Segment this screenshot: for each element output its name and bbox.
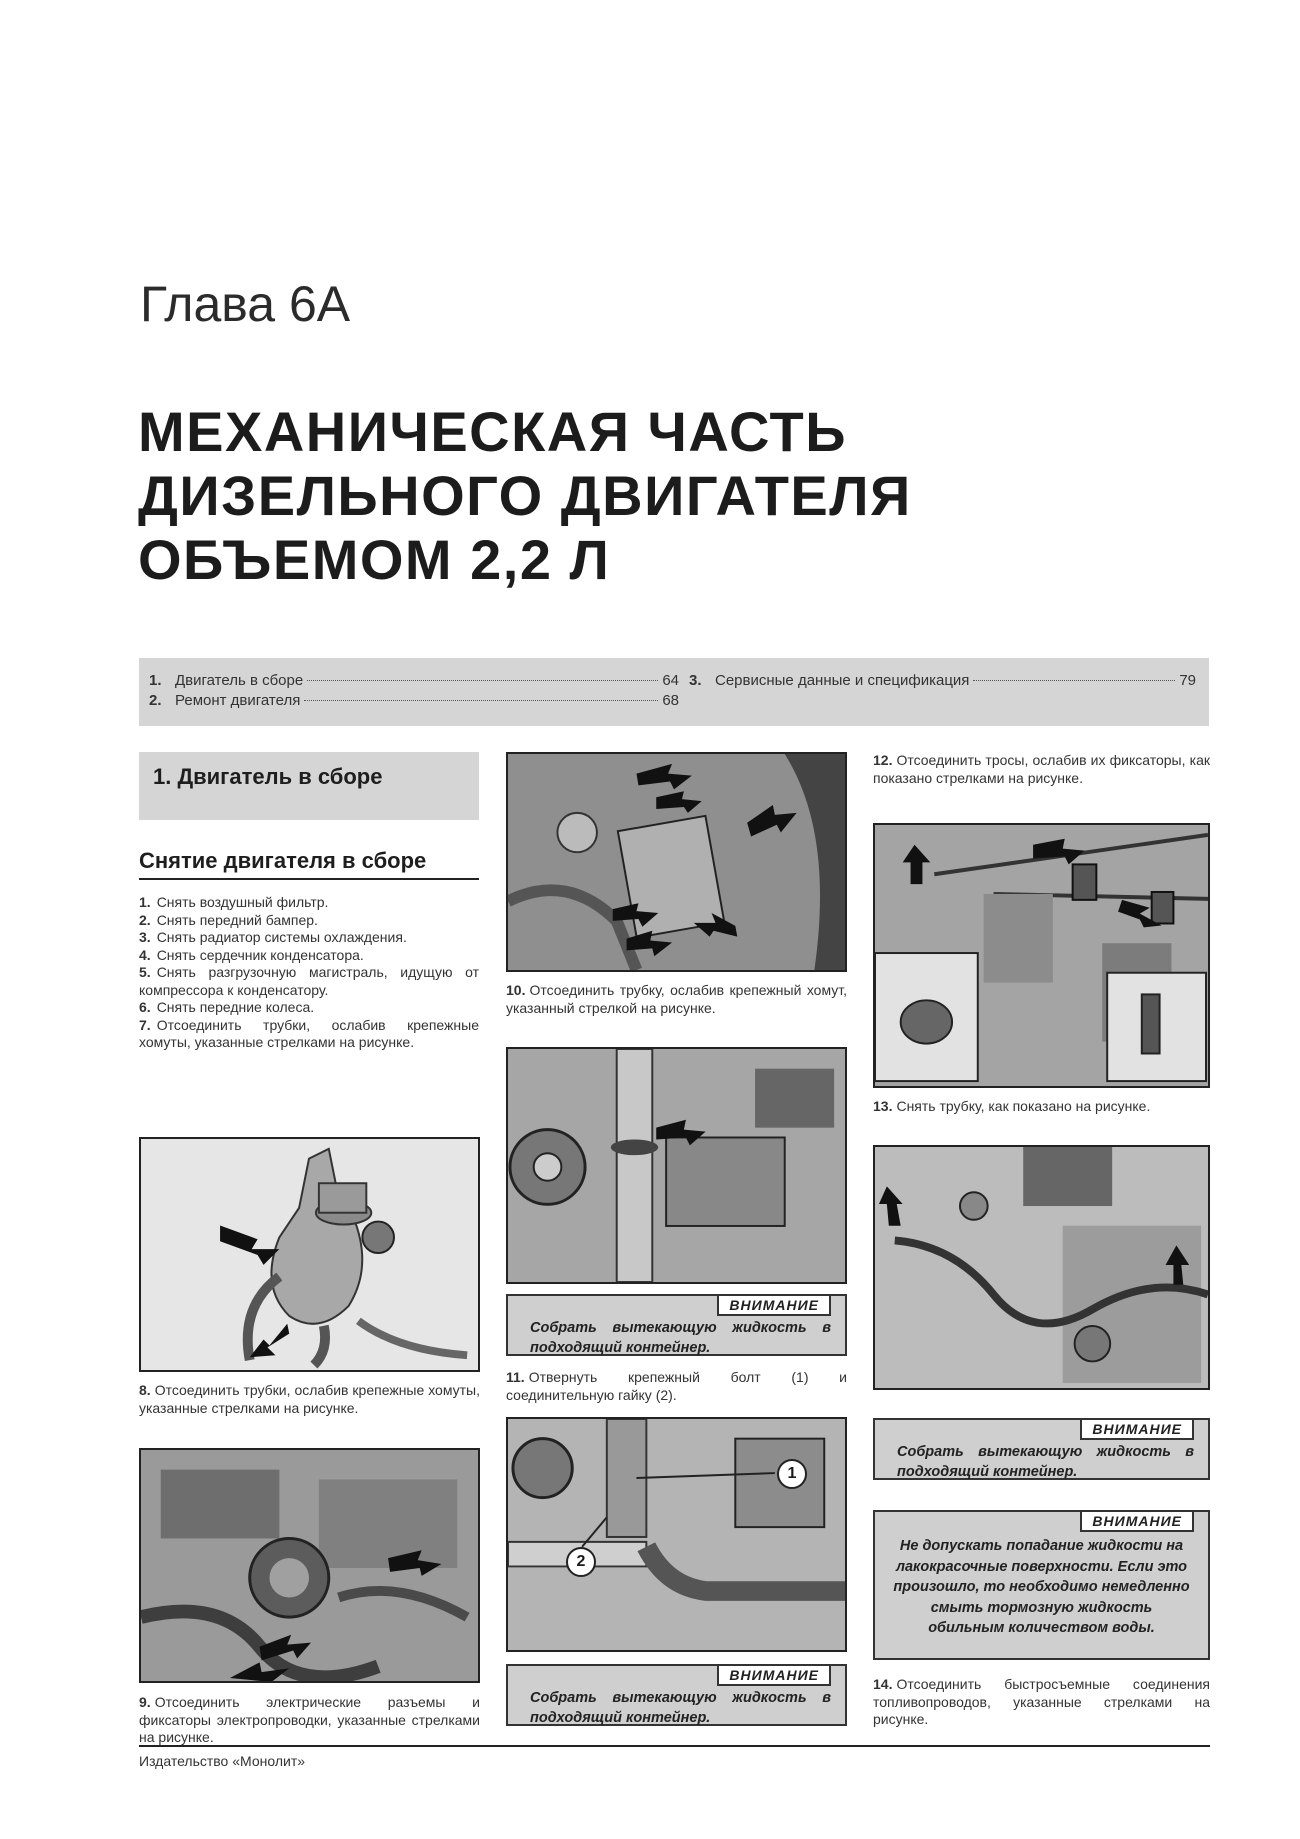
- warning-text: Собрать вытекающую жидкость в подходящий контейнер.: [530, 1690, 831, 1726]
- photo-pulley-tube: [506, 1047, 847, 1284]
- callout-1: 1: [777, 1459, 807, 1489]
- photo-air-filter: [506, 752, 847, 972]
- warning-label: ВНИМАНИЕ: [1080, 1510, 1194, 1532]
- title-line-1: МЕХАНИЧЕСКАЯ ЧАСТЬ: [138, 400, 847, 463]
- list-item: 4. Снять сердечник конденсатора.: [139, 946, 364, 963]
- toc-leader-dots: [973, 680, 1175, 681]
- title-line-3: ОБЪЕМОМ 2,2 Л: [138, 528, 611, 591]
- toc-title: Двигатель в сборе: [175, 672, 304, 689]
- warning-box-1: [506, 1294, 847, 1356]
- photo-coolant-tank: [139, 1137, 480, 1372]
- warning-text: Собрать вытекающую жидкость в подходящий контейнер.: [530, 1320, 831, 1356]
- step-11: 11. Отвернуть крепежный болт (1) и соединительную гайку (2).: [506, 1369, 847, 1403]
- warning-label: ВНИМАНИЕ: [717, 1664, 831, 1686]
- step-9: 9. Отсоединить электрические разъемы и фиксаторы электропроводки, указанные стрелками на рисунке.: [139, 1694, 480, 1745]
- chapter-label: Глава 6А: [140, 276, 351, 332]
- step-14: 14. Отсоединить быстросъемные соединения топливопроводов, указанные стрелками на рисунке.: [873, 1676, 1210, 1727]
- step-12: 12. Отсоединить тросы, ослабив их фиксаторы, как показано стрелками на рисунке.: [873, 752, 1210, 786]
- warning-label: ВНИМАНИЕ: [1080, 1418, 1194, 1440]
- callout-2: 2: [566, 1547, 596, 1577]
- list-item: 6. Снять передние колеса.: [139, 999, 315, 1015]
- warning-text: Собрать вытекающую жидкость в подходящий контейнер.: [897, 1444, 1194, 1480]
- subsection-heading: Снятие двигателя в сборе: [139, 848, 479, 880]
- title-line-2: ДИЗЕЛЬНОГО ДВИГАТЕЛЯ: [138, 464, 912, 527]
- toc-page: 79: [1179, 672, 1196, 689]
- toc-num: 2.: [149, 692, 162, 709]
- list-item: 2. Снять передний бампер.: [139, 911, 318, 928]
- warning-text: Не допускать попадание жидкости на лакокрасочные поверхности. Если это произошло, то необходимо немедленно смыть тормозную жидкость обильным количеством воды.: [893, 1538, 1190, 1636]
- photo-engine-harness: [139, 1448, 480, 1683]
- toc-item-3[interactable]: [689, 672, 1196, 690]
- warning-box-3: [873, 1418, 1210, 1480]
- warning-label: ВНИМАНИЕ: [717, 1294, 831, 1316]
- toc-page: 68: [662, 692, 679, 709]
- column-1: [139, 752, 479, 1052]
- toc-title: Ремонт двигателя: [175, 692, 301, 709]
- toc-item-2[interactable]: [149, 692, 679, 710]
- photo-bolt-nut: [506, 1417, 847, 1652]
- photo-cables: [873, 823, 1210, 1088]
- warning-box-2: [506, 1664, 847, 1726]
- toc-leader-dots: [304, 700, 658, 701]
- toc-item-1[interactable]: [149, 672, 679, 690]
- list-item: 5. Снять разгрузочную магистраль, идущую от компрессора к конденсатору.: [139, 964, 479, 998]
- warning-box-4: [873, 1510, 1210, 1660]
- toc-num: 1.: [149, 672, 162, 689]
- toc-num: 3.: [689, 672, 702, 689]
- step-8: 8. Отсоединить трубки, ослабив крепежные хомуты, указанные стрелками на рисунке.: [139, 1382, 480, 1416]
- step-13: 13. Снять трубку, как показано на рисунке.: [873, 1098, 1151, 1114]
- toc-title: Сервисные данные и спецификация: [715, 672, 970, 689]
- section-heading: 1. Двигатель в сборе: [139, 752, 479, 820]
- table-of-contents: [139, 658, 1209, 726]
- list-item: 3. Снять радиатор системы охлаждения.: [139, 929, 407, 945]
- toc-leader-dots: [307, 680, 658, 681]
- list-item: 1. Снять воздушный фильтр.: [139, 894, 329, 910]
- toc-page: 64: [662, 672, 679, 689]
- footer-divider: [139, 1745, 1210, 1747]
- step-10: 10. Отсоединить трубку, ослабив крепежный хомут, указанный стрелкой на рисунке.: [506, 982, 847, 1016]
- step-list: [139, 894, 479, 1052]
- chapter-title: [138, 400, 1138, 592]
- list-item: 7. Отсоединить трубки, ослабив крепежные хомуты, указанные стрелками на рисунке.: [139, 1016, 479, 1050]
- photo-tube: [873, 1145, 1210, 1390]
- publisher-footer: Издательство «Монолит»: [139, 1753, 306, 1769]
